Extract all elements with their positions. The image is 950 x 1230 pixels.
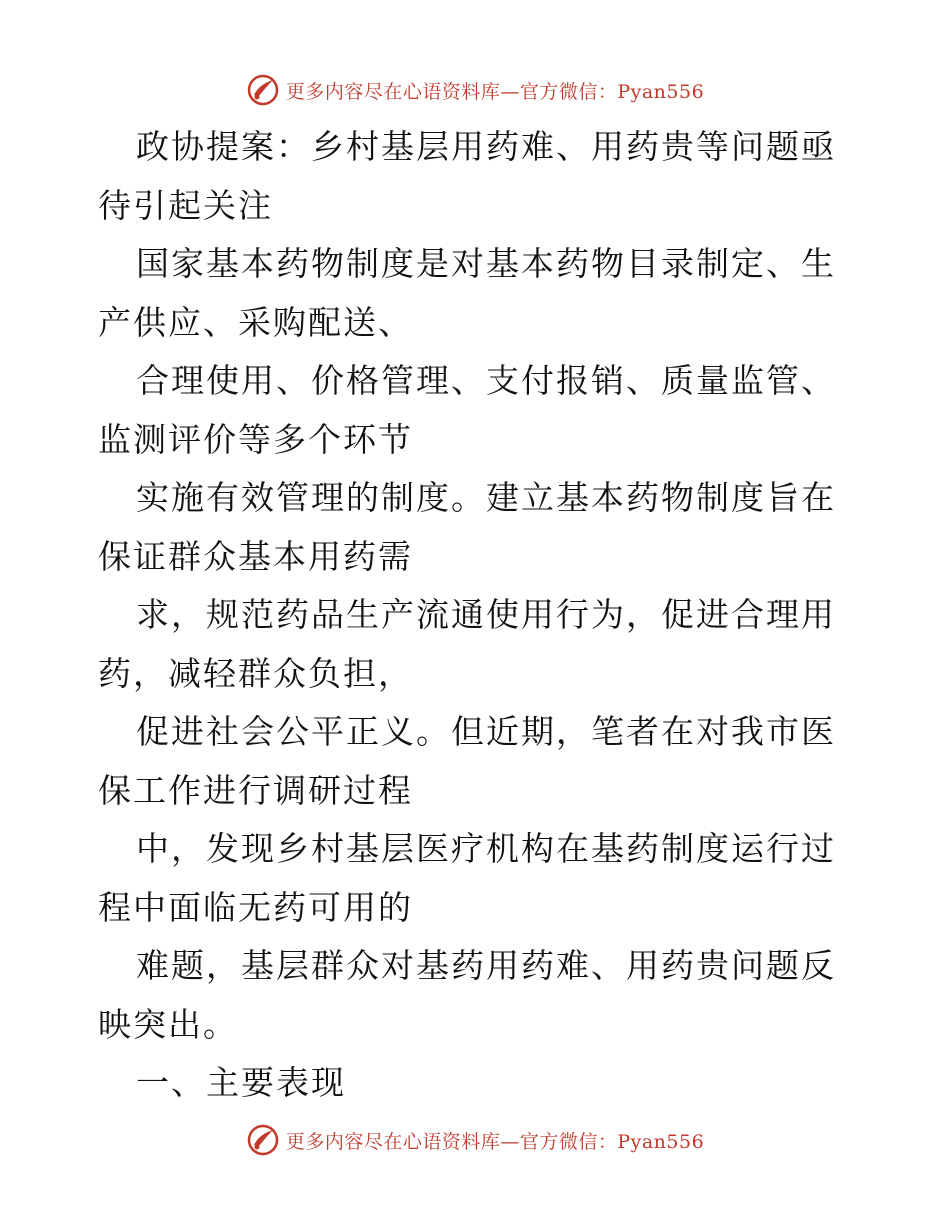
watermark-handle: Pyan556 bbox=[617, 1130, 705, 1153]
watermark-handle: Pyan556 bbox=[617, 80, 705, 103]
brush-logo-icon bbox=[246, 1123, 280, 1157]
paragraph: 实施有效管理的制度。建立基本药物制度旨在保证群众基本用药需 bbox=[98, 478, 836, 576]
footer-watermark bbox=[0, 1120, 950, 1160]
brush-logo-icon bbox=[246, 73, 280, 107]
document-title: 政协提案：乡村基层用药难、用药贵等问题亟待引起关注 bbox=[98, 127, 836, 225]
paragraph: 国家基本药物制度是对基本药物目录制定、生产供应、采购配送、 bbox=[98, 244, 836, 342]
paragraph: 难题，基层群众对基药用药难、用药贵问题反映突出。 bbox=[98, 946, 836, 1044]
watermark-text: 更多内容尽在心语资料库—官方微信：Pyan556 bbox=[285, 80, 705, 103]
watermark-text: 更多内容尽在心语资料库—官方微信：Pyan556 bbox=[285, 1130, 705, 1153]
paragraph: 中，发现乡村基层医疗机构在基药制度运行过程中面临无药可用的 bbox=[98, 829, 836, 927]
paragraph: 促进社会公平正义。但近期，笔者在对我市医保工作进行调研过程 bbox=[98, 712, 836, 810]
header-watermark bbox=[0, 70, 950, 110]
section-heading: 一、主要表现 bbox=[136, 1063, 346, 1102]
document-body bbox=[98, 118, 858, 1113]
paragraph: 合理使用、价格管理、支付报销、质量监管、监测评价等多个环节 bbox=[98, 361, 836, 459]
paragraph: 求，规范药品生产流通使用行为，促进合理用药，减轻群众负担， bbox=[98, 595, 836, 693]
